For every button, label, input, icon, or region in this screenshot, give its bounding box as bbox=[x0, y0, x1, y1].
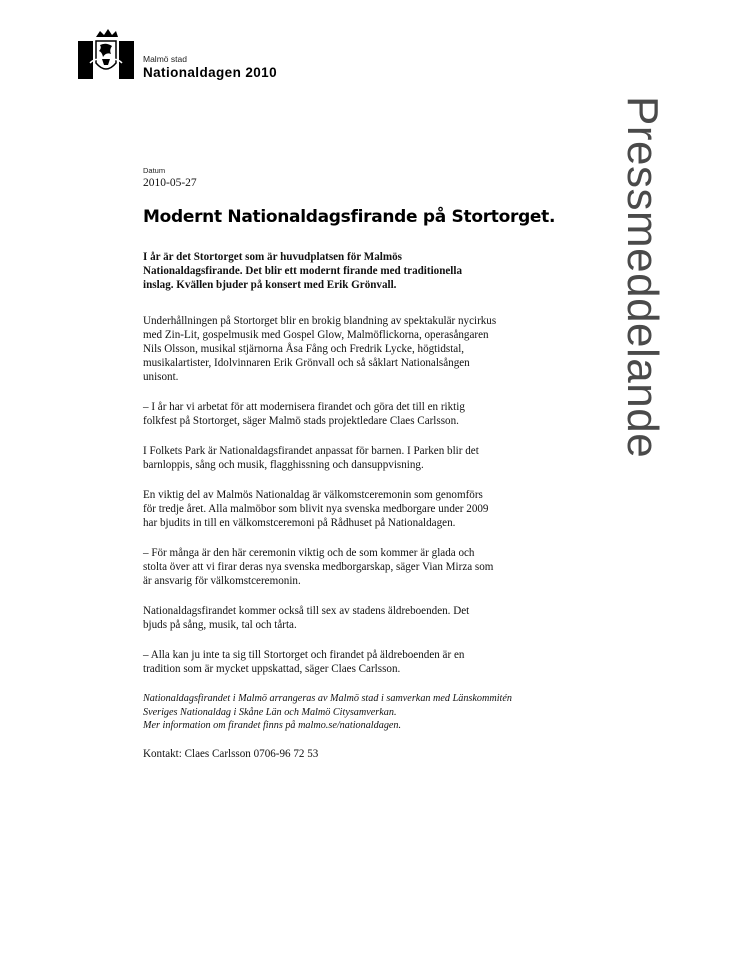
paragraph-line: – Alla kan ju inte ta sig till Stortorget och firandet på äldreboenden är en bbox=[143, 649, 465, 661]
paragraph-line: – I år har vi arbetat för att modernisera firandet och göra det till en riktig bbox=[143, 401, 465, 413]
organization-name: Malmö stad bbox=[143, 54, 187, 64]
paragraph bbox=[143, 444, 563, 472]
paragraph-line: musikalartister, Idolvinnaren Erik Grönvall och så såklart Nationalsången bbox=[143, 357, 470, 369]
paragraph-line: Underhållningen på Stortorget blir en brokig blandning av spektakulär nycirkus bbox=[143, 315, 497, 327]
lead-line: Nationaldagsfirande. Det blir ett modernt firande med traditionella bbox=[143, 265, 463, 277]
document-type-label: Pressmeddelande bbox=[618, 96, 667, 459]
paragraph bbox=[143, 488, 563, 530]
paragraph-line: är ansvarig för välkomstceremonin. bbox=[143, 575, 301, 587]
paragraph-line: folkfest på Stortorget, säger Malmö stads projektledare Claes Carlsson. bbox=[143, 415, 459, 427]
paragraph-line: bjuds på sång, musik, tal och tårta. bbox=[143, 619, 297, 631]
paragraph-line: I Folkets Park är Nationaldagsfirandet anpassat för barnen. I Parken blir det bbox=[143, 445, 479, 457]
paragraph-line: stolta över att vi firar deras nya svenska medborgarskap, säger Vian Mirza som bbox=[143, 561, 494, 573]
date-value: 2010-05-27 bbox=[143, 177, 197, 189]
paragraph bbox=[143, 648, 563, 676]
article-title: Modernt Nationaldagsfirande på Stortorget. bbox=[143, 207, 556, 227]
organizer-note bbox=[143, 692, 563, 733]
paragraph-line: – För många är den här ceremonin viktig och de som kommer är glada och bbox=[143, 547, 475, 559]
paragraph-line: Nationaldagsfirandet kommer också till sex av stadens äldreboenden. Det bbox=[143, 605, 470, 617]
paragraph-line: Nils Olsson, musikal stjärnorna Åsa Fång och Fredrik Lycke, högtidstal, bbox=[143, 343, 465, 355]
lead-line: I år är det Stortorget som är huvudplatsen för Malmös bbox=[143, 251, 402, 263]
contact-info bbox=[143, 747, 563, 761]
date-label: Datum bbox=[143, 166, 166, 175]
paragraph-line: för tredje året. Alla malmöbor som blivit nya svenska medborgare under 2009 bbox=[143, 503, 489, 515]
paragraph-line: unisont. bbox=[143, 371, 179, 383]
paragraph bbox=[143, 546, 563, 588]
lead-paragraph bbox=[143, 250, 563, 292]
note-line: Sveriges Nationaldag i Skåne Län och Malmö Citysamverkan. bbox=[143, 706, 397, 718]
paragraph bbox=[143, 604, 563, 632]
lead-line: inslag. Kvällen bjuder på konsert med Erik Grönvall. bbox=[143, 279, 397, 291]
paragraph bbox=[143, 400, 563, 428]
event-title: Nationaldagen 2010 bbox=[143, 65, 277, 80]
note-line: Nationaldagsfirandet i Malmö arrangeras av Malmö stad i samverkan med Länskommitén bbox=[143, 693, 512, 704]
note-line: Mer information om firandet finns på malmo.se/nationaldagen. bbox=[143, 720, 402, 731]
contact-line: Kontakt: Claes Carlsson 0706-96 72 53 bbox=[143, 747, 319, 760]
paragraph-line: med Zin-Lit, gospelmusik med Gospel Glow, Malmöflickorna, operasångaren bbox=[143, 329, 489, 341]
paragraph-line: barnloppis, sång och musik, flagghissning och dansuppvisning. bbox=[143, 459, 424, 471]
paragraph-line: tradition som är mycket uppskattad, säger Claes Carlsson. bbox=[143, 663, 401, 675]
paragraph-line: har bjudits in till en välkomstceremoni på Rådhuset på Nationaldagen. bbox=[143, 517, 456, 529]
article-body bbox=[143, 250, 563, 777]
paragraph bbox=[143, 314, 563, 384]
paragraph-line: En viktig del av Malmös Nationaldag är välkomstceremonin som genomförs bbox=[143, 489, 483, 501]
malmo-griffin-logo bbox=[78, 23, 134, 79]
